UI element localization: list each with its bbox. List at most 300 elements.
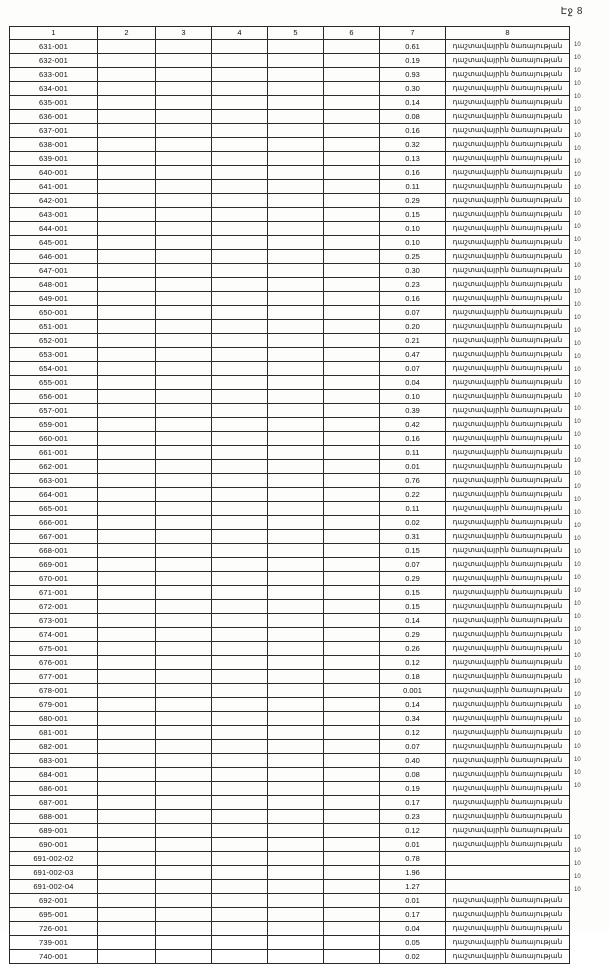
cell-empty [268,460,324,474]
cell-empty [156,908,212,922]
table-row [10,54,570,68]
cell-description: դաշտավայրին ծառայության [446,586,570,600]
cell-value: 0.07 [380,362,446,376]
margin-mark: 10 [574,302,581,308]
cell-empty [156,754,212,768]
cell-code: 644-001 [10,222,98,236]
cell-code: 652-001 [10,334,98,348]
cell-empty [156,82,212,96]
cell-empty [268,474,324,488]
cell-code: 668-001 [10,544,98,558]
cell-empty [324,502,380,516]
table-row [10,278,570,292]
cell-code: 647-001 [10,264,98,278]
cell-empty [98,418,156,432]
cell-empty [324,922,380,936]
cell-empty [212,894,268,908]
cell-empty [98,278,156,292]
margin-mark: 10 [574,185,581,191]
cell-value: 0.76 [380,474,446,488]
cell-empty [156,950,212,964]
cell-empty [156,348,212,362]
cell-empty [98,880,156,894]
cell-empty [98,460,156,474]
cell-code: 633-001 [10,68,98,82]
column-header-8: 8 [446,27,570,40]
cell-description: դաշտավայրին ծառայության [446,712,570,726]
cell-empty [98,810,156,824]
cell-empty [212,698,268,712]
cell-empty [268,446,324,460]
column-header-6: 6 [324,27,380,40]
margin-mark: 10 [574,315,581,321]
cell-description: դաշտավայրին ծառայության [446,418,570,432]
cell-empty [98,264,156,278]
cell-empty [324,628,380,642]
cell-empty [268,894,324,908]
table-row [10,852,570,866]
cell-empty [212,54,268,68]
cell-empty [212,306,268,320]
cell-empty [212,782,268,796]
table-row [10,754,570,768]
table-row [10,628,570,642]
margin-mark: 10 [574,81,581,87]
cell-empty [156,250,212,264]
cell-description: դաշտավայրին ծառայության [446,40,570,54]
cell-description: դաշտավայրին ծառայության [446,250,570,264]
cell-empty [268,656,324,670]
margin-mark: 10 [574,458,581,464]
table-row [10,768,570,782]
table-row [10,124,570,138]
table-row [10,208,570,222]
cell-empty [268,404,324,418]
cell-empty [324,334,380,348]
cell-empty [212,278,268,292]
margin-mark: 10 [574,263,581,269]
cell-code: 648-001 [10,278,98,292]
cell-empty [98,208,156,222]
cell-empty [98,600,156,614]
cell-value: 0.93 [380,68,446,82]
table-row [10,110,570,124]
cell-empty [156,334,212,348]
cell-empty [324,96,380,110]
cell-value: 0.16 [380,432,446,446]
cell-value: 0.39 [380,404,446,418]
cell-empty [98,432,156,446]
cell-description: դաշտավայրին ծառայության [446,726,570,740]
cell-empty [324,432,380,446]
cell-empty [268,600,324,614]
cell-value: 0.07 [380,740,446,754]
cell-empty [324,824,380,838]
cell-empty [212,684,268,698]
cell-description: դաշտավայրին ծառայության [446,138,570,152]
cell-empty [212,390,268,404]
cell-empty [212,866,268,880]
cell-empty [212,138,268,152]
cell-code: 661-001 [10,446,98,460]
cell-code: 663-001 [10,474,98,488]
cell-empty [268,684,324,698]
cell-code: 680-001 [10,712,98,726]
cell-empty [212,376,268,390]
cell-empty [324,404,380,418]
cell-empty [324,474,380,488]
margin-mark: 10 [574,107,581,113]
table-row [10,40,570,54]
cell-empty [324,670,380,684]
margin-mark: 10 [574,536,581,542]
cell-code: 689-001 [10,824,98,838]
cell-empty [156,614,212,628]
cell-description: դաշտավայրին ծառայության [446,544,570,558]
cell-empty [156,628,212,642]
cell-empty [268,362,324,376]
margin-mark: 10 [574,744,581,750]
cell-code: 643-001 [10,208,98,222]
cell-empty [156,124,212,138]
cell-empty [268,432,324,446]
cell-empty [268,68,324,82]
cell-code: 664-001 [10,488,98,502]
cell-empty [268,264,324,278]
column-header-1: 1 [10,27,98,40]
cell-empty [156,670,212,684]
cell-code: 666-001 [10,516,98,530]
cell-description: դաշտավայրին ծառայության [446,824,570,838]
table-row [10,138,570,152]
cell-empty [268,740,324,754]
cell-empty [98,236,156,250]
cell-code: 740-001 [10,950,98,964]
cell-empty [324,796,380,810]
cell-empty [268,124,324,138]
cell-empty [156,96,212,110]
cell-empty [98,740,156,754]
margin-mark: 10 [574,393,581,399]
cell-code: 684-001 [10,768,98,782]
cell-empty [156,194,212,208]
cell-empty [156,278,212,292]
cell-empty [324,572,380,586]
cell-empty [268,348,324,362]
table-row [10,572,570,586]
cell-value: 0.17 [380,796,446,810]
cell-code: 673-001 [10,614,98,628]
cell-empty [98,376,156,390]
cell-empty [212,194,268,208]
margin-mark: 10 [574,874,581,880]
cell-empty [212,82,268,96]
cell-empty [156,362,212,376]
cell-value: 0.07 [380,306,446,320]
cell-value: 1.27 [380,880,446,894]
cell-empty [98,824,156,838]
margin-mark: 10 [574,159,581,165]
cell-empty [156,558,212,572]
cell-empty [98,124,156,138]
cell-empty [98,152,156,166]
cell-code: 645-001 [10,236,98,250]
cell-empty [268,852,324,866]
cell-empty [324,852,380,866]
column-header-3: 3 [156,27,212,40]
cell-empty [268,418,324,432]
page-number-label: Էջ 8 [560,6,583,17]
cell-empty [212,768,268,782]
cell-code: 669-001 [10,558,98,572]
cell-empty [268,334,324,348]
cell-empty [324,516,380,530]
cell-value: 0.20 [380,320,446,334]
cell-empty [324,866,380,880]
cell-empty [156,726,212,740]
table-row [10,68,570,82]
table-row [10,222,570,236]
cell-empty [324,768,380,782]
cell-empty [98,768,156,782]
cell-code: 672-001 [10,600,98,614]
cell-empty [324,642,380,656]
cell-code: 640-001 [10,166,98,180]
cell-empty [156,810,212,824]
margin-mark: 10 [574,497,581,503]
cell-description: դաշտավայրին ծառայության [446,838,570,852]
table-header [10,27,570,40]
table-row [10,824,570,838]
cell-code: 695-001 [10,908,98,922]
cell-empty [324,880,380,894]
cell-empty [324,54,380,68]
table-row [10,446,570,460]
cell-empty [324,726,380,740]
cell-value: 0.02 [380,950,446,964]
cell-empty [324,40,380,54]
margin-mark: 10 [574,627,581,633]
cell-description: դաշտավայրին ծառայության [446,110,570,124]
cell-empty [324,656,380,670]
cell-empty [268,922,324,936]
cell-empty [98,222,156,236]
cell-value: 0.04 [380,922,446,936]
cell-code: 690-001 [10,838,98,852]
cell-empty [268,54,324,68]
cell-value: 0.31 [380,530,446,544]
cell-description: դաշտավայրին ծառայության [446,320,570,334]
cell-empty [98,936,156,950]
cell-empty [156,264,212,278]
cell-empty [156,110,212,124]
cell-empty [212,530,268,544]
cell-empty [98,68,156,82]
cell-empty [98,782,156,796]
cell-empty [324,810,380,824]
table-row [10,894,570,908]
cell-value: 0.11 [380,502,446,516]
table-row [10,600,570,614]
cell-description: դաշտավայրին ծառայության [446,68,570,82]
cell-description: դաշտավայրին ծառայության [446,292,570,306]
cell-empty [212,474,268,488]
cell-value: 0.01 [380,460,446,474]
cell-empty [156,600,212,614]
cell-description: դաշտավայրին ծառայության [446,432,570,446]
cell-empty [212,124,268,138]
cell-value: 0.29 [380,194,446,208]
cell-value: 0.11 [380,446,446,460]
cell-empty [324,894,380,908]
cell-empty [268,138,324,152]
cell-empty [98,754,156,768]
cell-empty [268,824,324,838]
cell-value: 0.05 [380,936,446,950]
table-row [10,502,570,516]
margin-mark: 10 [574,367,581,373]
cell-empty [268,376,324,390]
cell-empty [98,516,156,530]
cell-description: դաշտավայրին ծառայության [446,670,570,684]
cell-description: դաշտավայրին ծառայության [446,208,570,222]
margin-mark: 10 [574,55,581,61]
cell-code: 688-001 [10,810,98,824]
margin-mark: 10 [574,406,581,412]
cell-empty [268,614,324,628]
cell-code: 683-001 [10,754,98,768]
cell-code: 691-002-02 [10,852,98,866]
cell-empty [156,740,212,754]
cell-empty [324,544,380,558]
cell-code: 678-001 [10,684,98,698]
cell-empty [212,320,268,334]
cell-code: 638-001 [10,138,98,152]
cell-code: 635-001 [10,96,98,110]
cell-empty [156,390,212,404]
cell-empty [324,740,380,754]
cell-code: 679-001 [10,698,98,712]
cell-empty [98,838,156,852]
cell-code: 659-001 [10,418,98,432]
cell-empty [156,40,212,54]
table-row [10,292,570,306]
margin-mark: 10 [574,718,581,724]
cell-empty [98,558,156,572]
cell-value: 0.47 [380,348,446,362]
cell-empty [268,950,324,964]
cell-empty [268,166,324,180]
cell-empty [268,782,324,796]
cell-value: 0.29 [380,628,446,642]
cell-empty [98,712,156,726]
cell-value: 0.04 [380,376,446,390]
cell-empty [212,936,268,950]
cell-value: 0.19 [380,54,446,68]
margin-mark: 10 [574,432,581,438]
margin-mark: 10 [574,237,581,243]
cell-description: դաշտավայրին ծառայության [446,54,570,68]
cell-empty [268,586,324,600]
cell-empty [324,250,380,264]
table-row [10,362,570,376]
cell-empty [324,558,380,572]
cell-code: 674-001 [10,628,98,642]
cell-empty [212,166,268,180]
cell-empty [324,460,380,474]
cell-code: 631-001 [10,40,98,54]
cell-empty [324,208,380,222]
cell-empty [324,838,380,852]
cell-empty [156,866,212,880]
cell-description: դաշտավայրին ծառայության [446,908,570,922]
margin-mark: 10 [574,770,581,776]
cell-code: 637-001 [10,124,98,138]
cell-empty [324,908,380,922]
table-row [10,558,570,572]
cell-empty [98,138,156,152]
cell-empty [156,236,212,250]
cell-code: 655-001 [10,376,98,390]
cell-description: դաշտավայրին ծառայության [446,656,570,670]
cell-empty [324,138,380,152]
cell-empty [268,726,324,740]
cell-empty [156,768,212,782]
cell-empty [156,474,212,488]
cell-code: 677-001 [10,670,98,684]
cell-empty [212,558,268,572]
cell-value: 0.25 [380,250,446,264]
cell-empty [324,180,380,194]
margin-mark: 10 [574,484,581,490]
margin-mark: 10 [574,692,581,698]
cell-empty [212,68,268,82]
cell-code: 687-001 [10,796,98,810]
cell-code: 641-001 [10,180,98,194]
margin-mark [572,819,602,832]
margin-mark: 10 [574,588,581,594]
cell-empty [324,936,380,950]
cell-description: դաշտավայրին ծառայության [446,600,570,614]
cell-empty [98,670,156,684]
cell-empty [324,348,380,362]
cell-empty [98,530,156,544]
cell-value: 0.13 [380,152,446,166]
cell-value: 0.16 [380,292,446,306]
column-header-5: 5 [268,27,324,40]
cell-empty [268,488,324,502]
margin-mark: 10 [574,198,581,204]
cell-empty [156,782,212,796]
cell-empty [98,40,156,54]
cell-empty [156,572,212,586]
cell-empty [156,796,212,810]
margin-mark: 10 [574,640,581,646]
cell-value: 0.14 [380,96,446,110]
column-header-4: 4 [212,27,268,40]
cell-description: դաշտավայրին ծառայության [446,376,570,390]
cell-description: դաշտավայրին ծառայության [446,516,570,530]
margin-mark: 10 [574,211,581,217]
cell-empty [212,600,268,614]
margin-mark: 10 [574,601,581,607]
cell-empty [156,516,212,530]
cell-empty [212,488,268,502]
cell-empty [212,712,268,726]
cell-code: 632-001 [10,54,98,68]
table-row [10,726,570,740]
cell-code: 657-001 [10,404,98,418]
